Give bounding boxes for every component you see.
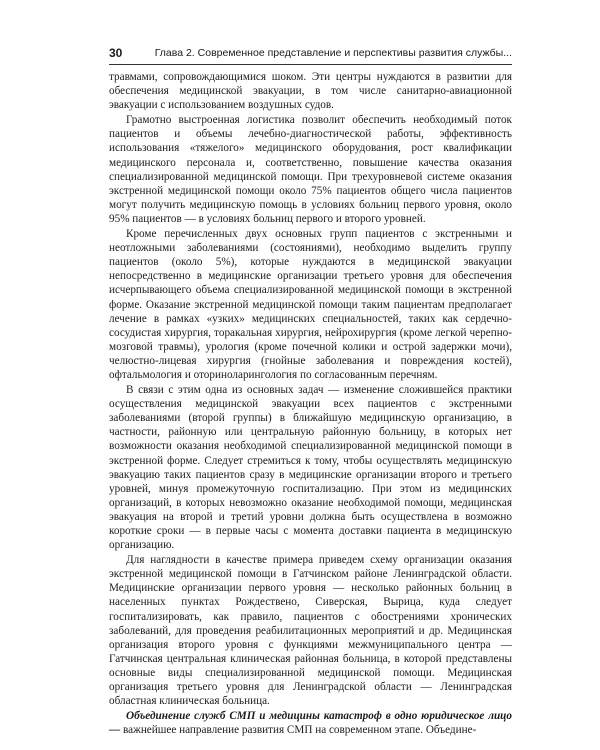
- page-number: 30: [109, 46, 123, 60]
- emphasis-text: Объединение служб СМП и медицины катастроф в одно юридическое лицо —: [109, 710, 512, 737]
- running-header: [109, 44, 512, 65]
- body-text: [109, 70, 512, 737]
- paragraph: Грамотно выстроенная логистика позволит обеспечить необходимый поток пациентов и объемы лечебно-диагностической работы, эффективность использования «тяжелого» медицинского оборудования, рост квалификации медицинского персонала и, соответственно, повышение качества оказания специализированной медицинской помощи. При трехуровневой системе оказания экстренной медицинской помощи около 75% пациентов общего числа пациентов могут получить медицинскую помощь в условиях больниц первого уровня, около 95% пациентов — в условиях больниц первого и второго уровней.: [109, 114, 512, 225]
- paragraph: Для наглядности в качестве примера приведем схему организации оказания экстренной медицинской помощи в Гатчинском районе Ленинградской области. Медицинские организации первого уровня — несколько районных больниц в населенных пунктах Рождествено, Сиверская, Вырица, куда следует госпитализировать, как правило, пациентов с обострениями хронических заболеваний, для проведения реабилитационных мероприятий и др. Медицинская организация второго уровня с функциями межмуниципального центра — Гатчинская центральная клиническая районная больница, в которой представлены основные виды специализированной медицинской помощи. Медицинская организация третьего уровня для Ленинградской области — Ленинградская областная клиническая больница.: [109, 554, 512, 708]
- paragraph: травмами, сопровождающимися шоком. Эти центры нуждаются в развитии для обеспечения медицинской эвакуации, в том числе санитарно-авиационной эвакуации с использованием воздушных судов.: [109, 71, 512, 112]
- paragraph: Кроме перечисленных двух основных групп пациентов с экстренными и неотложными заболеваниями (состояниями), необходимо выделить группу пациентов (около 5%), которые нуждаются в медицинской эвакуации непосредственно в медицинские организации третьего уровня для обеспечения исчерпывающего объема специализированной медицинской помощи в экстренной форме. Оказание экстренной медицинской помощи таким пациентам предполагает лечение в рамках «узких» медицинских специальностей, таких как сердечно-сосудистая хирургия, торакальная хирургия, нейрохирургия (кроме легкой черепно-мозговой травмы), урология (кроме почечной колики и острой задержки мочи), челюстно-лицевая хирургия (гнойные заболевания и повреждения костей), офтальмология и оториноларингология по согласованным перечням.: [109, 228, 512, 381]
- running-title: Глава 2. Современное представление и перспективы развития службы...: [154, 47, 512, 59]
- paragraph-last: [109, 709, 512, 737]
- paragraph-continuation: важнейшее направление развития СМП на современном этапе. Объедине-: [120, 724, 477, 737]
- paragraph: В связи с этим одна из основных задач — изменение сложившейся практики осуществления медицинской эвакуации всех пациентов с экстренными заболеваниями (второй группы) в ближайшую медицинскую организацию, в частности, районную или центральную районную больницу, в которых нет возможности оказания необходимой специализированной медицинской помощи в экстренной форме. Следует стремиться к тому, чтобы осуществлять медицинскую эвакуацию таких пациентов сразу в медицинские организации второго и третьего уровней, минуя промежуточную госпитализацию. При этом из медицинских организаций, в которых невозможно оказание необходимой помощи, медицинская эвакуация на второй и третий уровни должна быть осуществлена в возможно короткие сроки — в первые часы с момента доставки пациента в медицинскую организацию.: [109, 384, 512, 552]
